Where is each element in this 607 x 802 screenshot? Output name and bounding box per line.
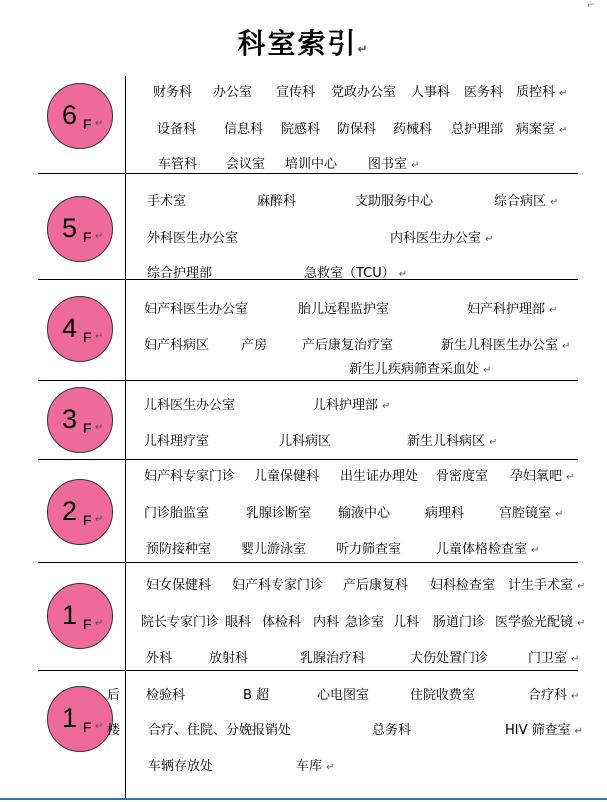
department-item: 合疗科 ↵ [528,688,580,703]
department-item: 防保科 [337,122,377,137]
department-item: 妇产科专家门诊 [144,469,236,484]
department-item: 院感科 [281,122,321,137]
section-divider [38,670,578,671]
department-item: 党政办公室 [331,85,397,100]
floor-badge [47,686,113,752]
section-divider [38,173,578,174]
floor-badge [47,387,113,453]
department-item: 设备科 [157,122,197,137]
department-item: 心电图室 [317,688,370,703]
department-item: 总务科 [372,723,412,738]
department-item: 婴儿游泳室 [241,542,307,557]
paragraph-mark: ↵ [571,654,580,665]
department-item: 犬伤处置门诊 [410,651,489,666]
column-divider [125,76,126,800]
paragraph-mark: ↵ [95,422,104,433]
department-item: 体检科 [262,615,302,630]
paragraph-mark: ↵ [559,125,568,136]
page-bottom-border [0,798,607,800]
paragraph-mark: ↵ [357,42,370,56]
department-item: 妇产科护理部 ↵ [467,302,558,317]
department-item: 预防接种室 [146,542,212,557]
department-item: 儿科 [393,615,420,630]
paragraph-mark: ↵ [562,341,571,352]
department-item: 车辆存放处 [148,759,214,774]
department-item: 儿科医生办公室 [144,398,236,413]
paragraph-mark: ↵ [483,365,492,376]
paragraph-mark: ↵ [489,437,498,448]
department-item: 图书室 ↵ [368,157,420,172]
department-item: 儿科病区 [279,434,332,449]
department-item: 产后康复治疗室 [302,338,394,353]
paragraph-mark: ↵ [566,472,575,483]
floor-number: 3 [62,404,78,434]
paragraph-mark: ↵ [531,545,540,556]
paragraph-mark: ↵ [398,269,408,280]
department-item: 儿科理疗室 [144,434,210,449]
department-item: 住院收费室 [410,688,476,703]
department-item: 质控科 ↵ [516,85,568,100]
department-item: 妇科检查室 [430,578,496,593]
department-item: 急诊室 [345,615,385,630]
floor-unit: F [83,116,92,132]
department-item: 总护理部 [451,122,504,137]
department-item: 孕妇氧吧 ↵ [510,469,575,484]
paragraph-mark: ↵ [326,762,335,773]
page-title-text: 科室索引 [237,27,358,60]
department-item: 人事科 [411,85,451,100]
floor-number: 6 [62,100,78,130]
department-item: 麻醉科 [257,194,297,209]
department-item: 乳腺诊断室 [246,506,312,521]
department-item: 门卫室 ↵ [528,651,580,666]
building-side-label: 楼 [107,723,121,738]
paragraph-mark: ↵ [95,721,104,732]
department-item: 骨密度室 [436,469,489,484]
paragraph-mark: ↵ [95,118,104,129]
department-item: B 超 [243,688,270,703]
department-item: 信息科 [224,122,264,137]
department-item: 医学验光配镜 ↵ [495,615,586,630]
department-item: 产后康复科 [343,578,409,593]
department-item: 病理科 [425,506,465,521]
department-item: 支助服务中心 [355,194,434,209]
department-item: 妇产科病区 [144,338,210,353]
department-item: 车管科 [158,157,198,172]
building-side-label: 后 [107,688,121,703]
paragraph-mark: ↵ [577,581,586,592]
department-item: 车库 ↵ [296,759,335,774]
floor-badge [47,583,113,649]
paragraph-mark: ↵ [95,514,104,525]
department-item: 儿童保健科 [254,469,320,484]
page-title [0,22,607,62]
department-item: 儿童体格检查室 ↵ [436,542,540,557]
department-item: 医务科 [464,85,504,100]
paragraph-mark: ↵ [549,305,558,316]
department-item: 胎儿远程监护室 [298,302,390,317]
department-item: 合疗、住院、分娩报销处 [148,723,292,738]
floor-unit: F [83,719,92,735]
floor-unit: F [83,512,92,528]
paragraph-mark: ↵ [571,691,580,702]
department-item: 办公室 [213,85,253,100]
department-item: 会议室 [226,157,266,172]
department-item: 妇产科医生办公室 [144,302,249,317]
department-item: 外科医生办公室 [147,231,239,246]
section-divider [38,562,578,563]
paragraph-mark: ↵ [95,231,104,242]
floor-unit: F [83,229,92,245]
paragraph-mark: ↵ [411,160,420,171]
department-item: 计生手术室 ↵ [508,578,586,593]
floor-badge [47,83,113,149]
department-item: 新生儿科医生办公室 ↵ [441,338,571,353]
paragraph-mark: ↵ [577,618,586,629]
paragraph-mark: ↵ [555,509,564,520]
floor-number: 4 [62,313,78,343]
department-item: 宫腔镜室 ↵ [499,506,564,521]
department-item: 产房 [241,338,268,353]
paragraph-mark: ↵ [95,331,104,342]
paragraph-mark: ↵ [574,726,584,737]
department-item: 出生证办理处 [340,469,419,484]
department-item: 检验科 [146,688,186,703]
department-item: 财务科 [153,85,193,100]
paragraph-mark: ↵ [559,88,568,99]
floor-unit: F [83,616,92,632]
corner-mark: ⌐ [587,0,596,11]
section-divider [38,380,578,381]
department-item: 急救室（TCU） ↵ [304,266,408,281]
department-item: 内科医生办公室 ↵ [390,231,494,246]
department-item: 乳腺治疗科 [300,651,366,666]
paragraph-mark: ↵ [485,234,494,245]
department-item: 肠道门诊 [433,615,486,630]
floor-badge [47,296,113,362]
department-item: 儿科护理部 ↵ [313,398,391,413]
department-item: HIV 筛查室 ↵ [505,723,584,738]
department-item: 院长专家门诊 [141,615,220,630]
floor-badge [47,196,113,262]
department-item: 手术室 [147,194,187,209]
department-item: 听力筛查室 [336,542,402,557]
paragraph-mark: ↵ [382,401,391,412]
department-item: 放射科 [209,651,249,666]
floor-number: 1 [62,703,78,733]
section-divider [38,459,578,460]
floor-number: 1 [62,600,78,630]
department-item: 内科 [313,615,340,630]
department-item: 综合病区 ↵ [494,194,559,209]
department-item: 宣传科 [276,85,316,100]
department-item: 妇产科专家门诊 [232,578,324,593]
department-item: 眼科 [225,615,252,630]
department-item: 药械科 [393,122,433,137]
department-item: 妇女保健科 [146,578,212,593]
department-item: 外科 [146,651,173,666]
floor-badge [47,479,113,545]
floor-number: 2 [62,496,78,526]
department-item: 培训中心 [285,157,338,172]
department-item: 门诊胎监室 [144,506,210,521]
department-item: 综合护理部 [147,266,213,281]
floor-unit: F [83,329,92,345]
department-item: 新生儿科病区 ↵ [407,434,498,449]
floor-unit: F [83,420,92,436]
paragraph-mark: ↵ [95,618,104,629]
department-item: 病案室 ↵ [516,122,568,137]
department-item: 新生儿疾病筛查采血处 ↵ [349,362,492,377]
floor-number: 5 [62,213,78,243]
department-item: 输液中心 [338,506,391,521]
paragraph-mark: ↵ [550,197,559,208]
